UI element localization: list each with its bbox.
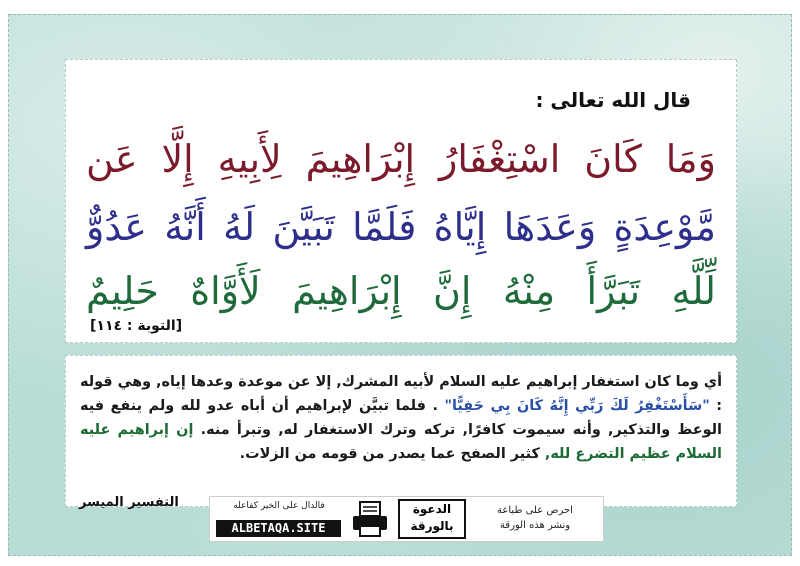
tafsir-part-3: إن إبراهيم عليه السلام عظيم التضرع لله,: [80, 422, 722, 462]
footer-logo: [398, 499, 466, 539]
verse-line-2: مَّوْعِدَةٍ وَعَدَهَا إِيَّاهُ فَلَمَّا تَبَيَّنَ لَهُ أَنَّهُ عَدُوٌّ: [86, 205, 716, 249]
footer-logo-line-1: الدعوة: [412, 502, 452, 516]
footer-tagline: فالدال على الخير كفاعله: [233, 501, 325, 511]
printer-icon: [350, 500, 390, 542]
footer-bar: [209, 496, 604, 542]
verse-line-1: وَمَا كَانَ اسْتِغْفَارُ إِبْرَاهِيمَ لِأَبِيهِ إِلَّا عَن: [86, 137, 716, 181]
footer-logo-line-2: بالورقة: [410, 519, 454, 533]
tafsir-part-2: . فلما تبيَّن لإبراهيم أن أباه عدو لله ولم ينفع فيه الوعظ والتذكير, وأنه سيموت كافرًا, تركه وترك الاستغفار له, وتبرأ منه.: [80, 398, 722, 438]
verse-panel: [65, 59, 737, 343]
tafsir-text: [80, 370, 722, 466]
footer-note: [475, 503, 595, 533]
tafsir-panel: [65, 355, 737, 507]
tafsir-part-4: كثير الصفح عما يصدر من قومه من الزلات.: [239, 446, 545, 462]
tafsir-quote: "سَأَسْتَغْفِرُ لَكَ رَبِّي إِنَّهُ كَانَ بِي حَفِيًّا": [444, 398, 710, 414]
tafsir-source: التفسير الميسر: [79, 495, 179, 510]
tafsir-part-1: أي وما كان استغفار إبراهيم عليه السلام لأبيه المشرك, إلا عن موعدة وعدها إياه, وهي قوله :: [79, 374, 722, 414]
footer-site-link[interactable]: ALBETAQA.SITE: [216, 520, 341, 537]
verse-line-3: لِّلَّهِ تَبَرَّأَ مِنْهُ إِنَّ إِبْرَاهِيمَ لَأَوَّاهٌ حَلِيمٌ: [86, 269, 716, 313]
card-background: [8, 14, 792, 556]
footer-note-line-1: احرص على طباعة: [497, 505, 573, 516]
verse-reference: [التوبة : ١١٤]: [90, 318, 183, 334]
footer-note-line-2: ونشر هذه الورقة: [499, 520, 571, 531]
intro-text: قال الله تعالى :: [535, 88, 691, 112]
